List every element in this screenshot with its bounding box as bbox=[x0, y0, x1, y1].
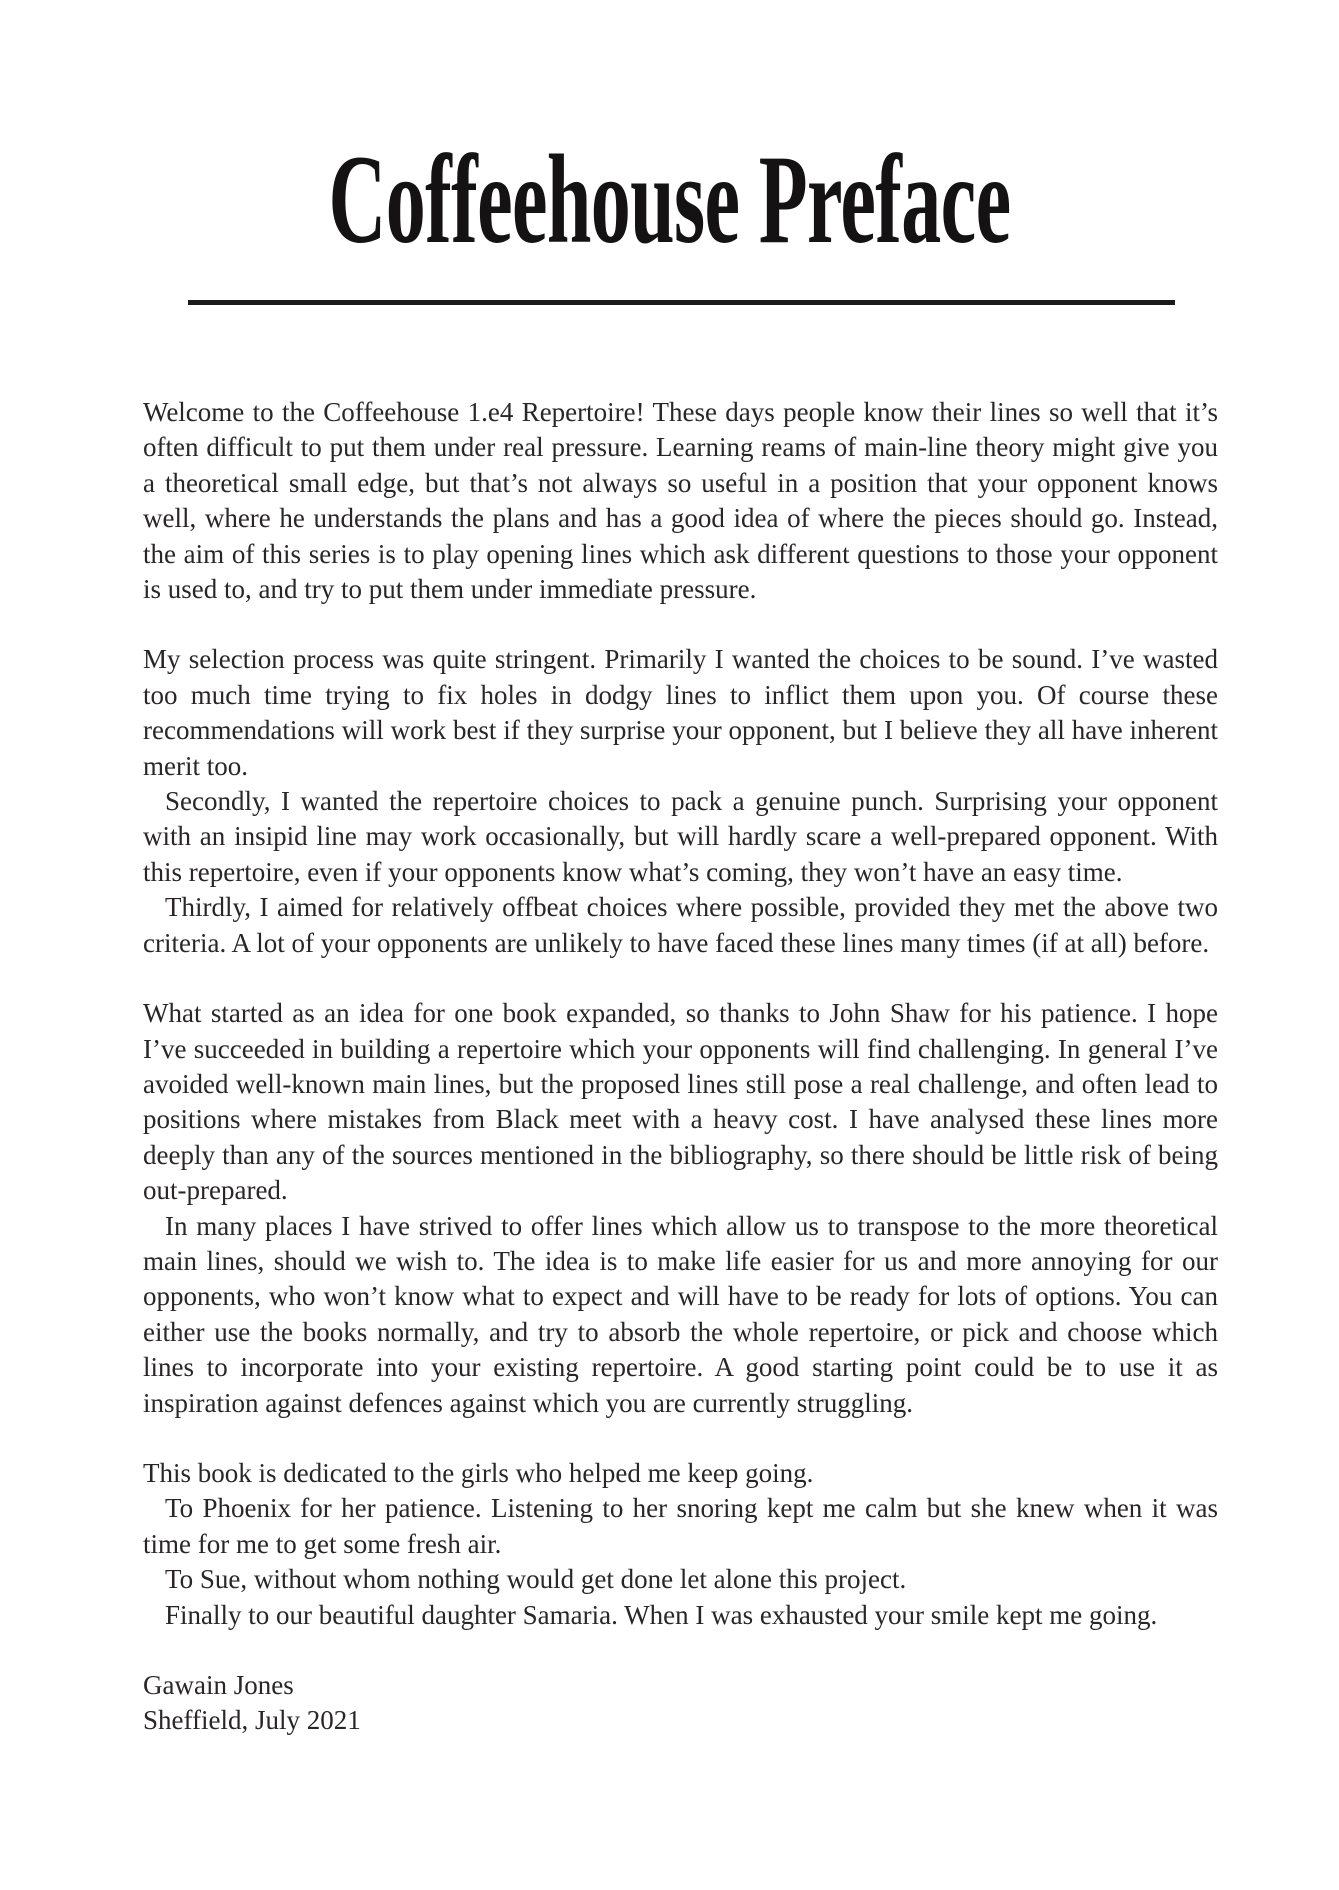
paragraph-what-started: What started as an idea for one book expanded, so thanks to John Shaw for his patience. I hope I’ve succeeded in building a repertoire which your opponents will find challenging. In general I’ve avoided well-known main lines, but the proposed lines still pose a real challenge, and often lead to positions where mistakes from Black meet with a heavy cost. I have analysed these lines more deeply than any of the sources mentioned in the bibliography, so there should be little risk of being out-prepared. bbox=[143, 998, 1218, 1206]
title-divider-rule bbox=[188, 300, 1175, 305]
preface-body bbox=[143, 395, 1218, 1739]
paragraph-welcome: Welcome to the Coffeehouse 1.e4 Repertoire! These days people know their lines so well that it’s often difficult to put them under real pressure. Learning reams of main-line theory might give you a theoretical small edge, but that’s not always so useful in a position that your opponent knows well, where he understands the plans and has a good idea of where the pieces should go. Instead, the aim of this series is to play opening lines which ask different questions to those your opponent is used to, and try to put them under immediate pressure. bbox=[143, 397, 1218, 605]
signature-place-date: Sheffield, July 2021 bbox=[143, 1705, 361, 1736]
paragraph-dedication-samaria: Finally to our beautiful daughter Samaria. When I was exhausted your smile kept me going. bbox=[165, 1599, 1158, 1630]
signature-author: Gawain Jones bbox=[143, 1670, 294, 1700]
paragraph-dedication-phoenix: To Phoenix for her patience. Listening to her snoring kept me calm but she knew when it was time for me to get some fresh air. bbox=[143, 1493, 1218, 1559]
paragraph-dedication: This book is dedicated to the girls who helped me keep going. bbox=[143, 1457, 814, 1488]
paragraph-secondly: Secondly, I wanted the repertoire choices to pack a genuine punch. Surprising your opponent with an insipid line may work occasionally, but will hardly scare a well-prepared opponent. With this repertoire, even if your opponents know what’s coming, they won’t have an easy time. bbox=[143, 786, 1218, 887]
paragraph-selection-process: My selection process was quite stringent. Primarily I wanted the choices to be sound. I’ve wasted too much time trying to fix holes in dodgy lines to inflict them upon you. Of course these recommendations will work best if they surprise your opponent, but I believe they all have inherent merit too. bbox=[143, 644, 1218, 781]
paragraph-in-many-places: In many places I have strived to offer lines which allow us to transpose to the more theoretical main lines, should we wish to. The idea is to make life easier for us and more annoying for our opponents, who won’t know what to expect and will have to be ready for lots of options. You can either use the books normally, and try to absorb the whole repertoire, or pick and choose which lines to incorporate into your existing repertoire. A good starting point could be to use it as inspiration against defences against which you are currently struggling. bbox=[143, 1210, 1218, 1418]
page-title: Coffeehouse Preface bbox=[328, 130, 1011, 270]
paragraph-dedication-sue: To Sue, without whom nothing would get done let alone this project. bbox=[165, 1564, 907, 1595]
paragraph-thirdly: Thirdly, I aimed for relatively offbeat choices where possible, provided they met the above two criteria. A lot of your opponents are unlikely to have faced these lines many times (if at all) before. bbox=[143, 892, 1218, 958]
